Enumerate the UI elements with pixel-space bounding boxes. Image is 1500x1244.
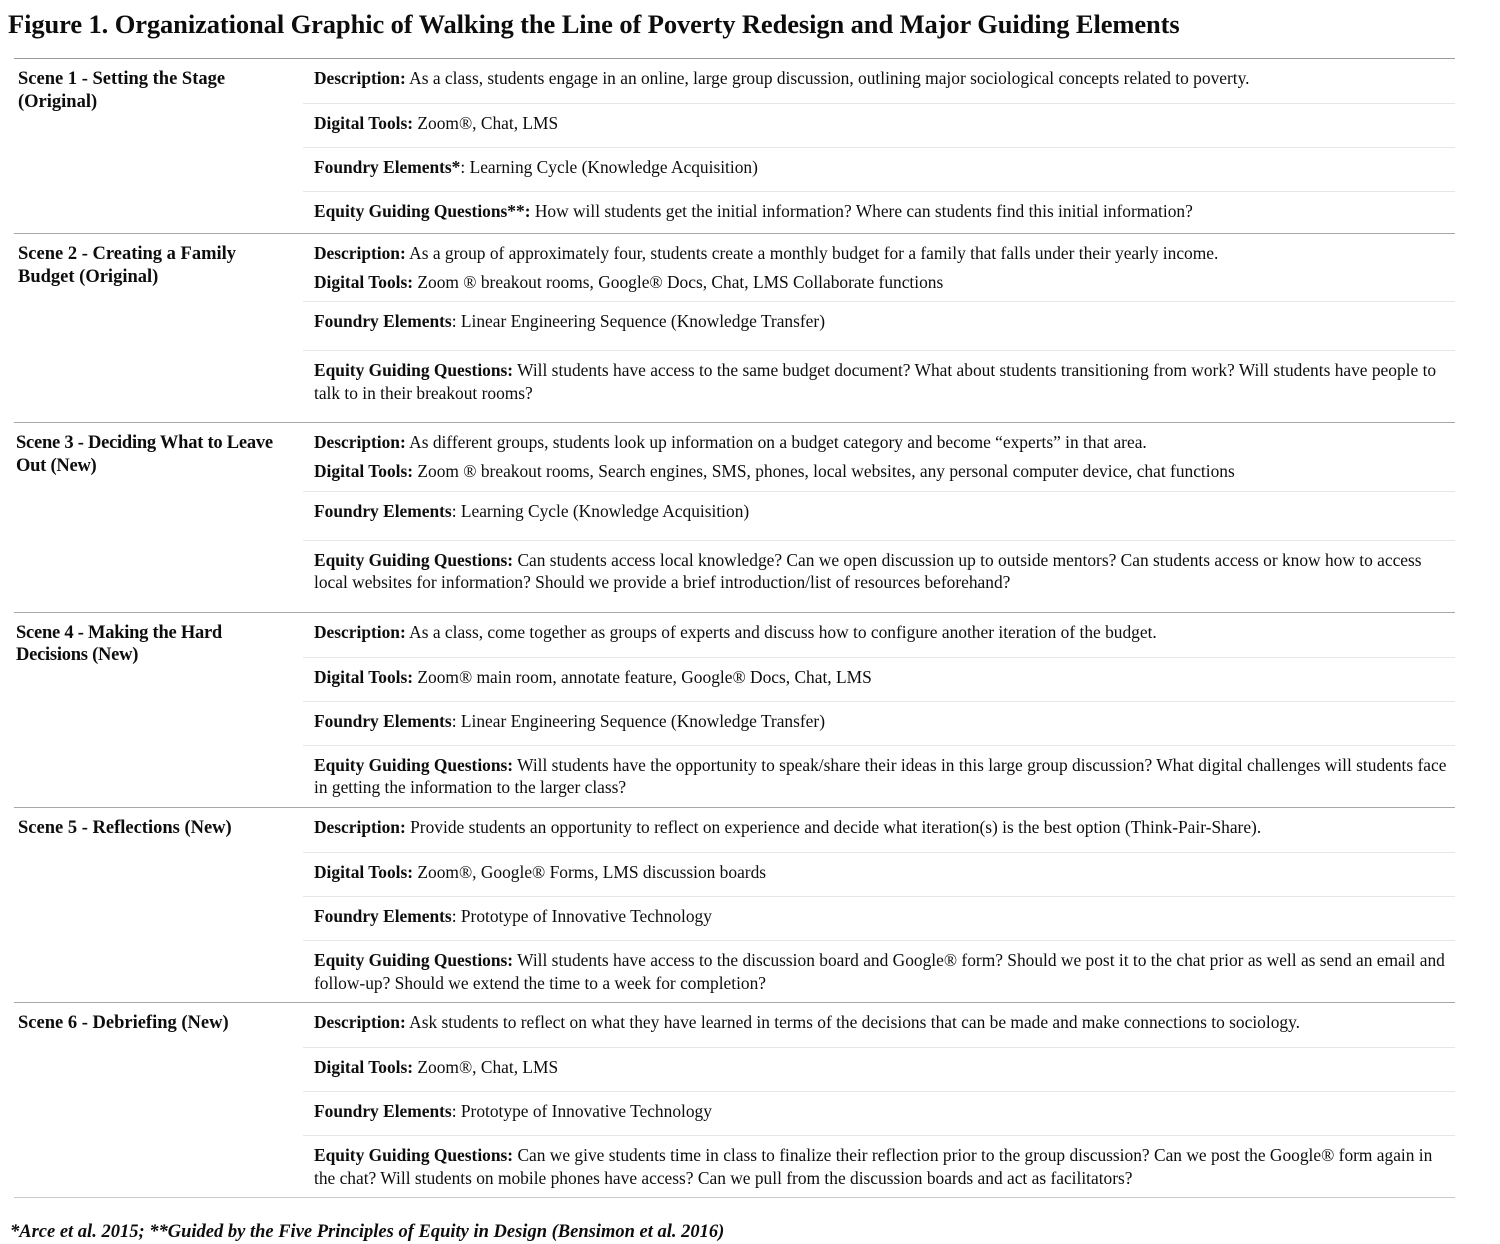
detail-line <box>314 112 1451 135</box>
detail-line-text: Can we give students time in class to finalize their reflection prior to the group discussion? Can we post the Google® form again in the chat? Will students on mobile phones have access? Can we pull from the discussion boards and act as facilitators? <box>314 1145 1433 1188</box>
scene-row <box>14 423 1455 612</box>
detail-line <box>314 67 1451 90</box>
scene-row <box>14 613 1455 808</box>
detail-line-text: Provide students an opportunity to reflect on experience and decide what iteration(s) is the best option (Think-Pair-Share). <box>405 816 1262 837</box>
scene-detail-cell <box>303 148 1455 192</box>
detail-line <box>314 549 1451 594</box>
scene-detail-cell <box>303 351 1455 422</box>
scene-detail-cell <box>303 808 1455 853</box>
detail-line-text: Will students have access to the same budget document? What about students transitioning from work? Will students have people to talk to in their breakout rooms? <box>314 360 1437 404</box>
detail-line <box>314 861 1451 884</box>
detail-line-text: : Linear Engineering Sequence (Knowledge Transfer) <box>451 311 825 332</box>
scene-detail-cell <box>303 853 1455 897</box>
detail-line-text: Zoom ® breakout rooms, Search engines, SMS, phones, local websites, any personal computer device, chat functions <box>413 461 1235 482</box>
detail-line-label: Digital Tools: <box>314 271 414 292</box>
detail-line-text: Zoom® main room, annotate feature, Google® Docs, Chat, LMS <box>413 666 872 687</box>
scene-detail-cell <box>303 234 1455 302</box>
detail-line-label: Description: <box>314 621 406 642</box>
detail-line-label: Foundry Elements <box>314 311 452 332</box>
detail-line-label: Description: <box>314 816 406 837</box>
detail-line-label: Equity Guiding Questions: <box>314 754 514 775</box>
detail-line <box>314 431 1451 454</box>
scene-detail-cell <box>303 1092 1455 1136</box>
scene-detail-cell <box>303 941 1455 1002</box>
detail-line-label: Equity Guiding Questions: <box>314 949 514 970</box>
scene-label: Scene 6 - Debriefing (New) <box>18 1013 229 1034</box>
detail-line-label: Equity Guiding Questions: <box>314 360 514 381</box>
detail-line-text: As a class, come together as groups of experts and discuss how to configure another iteration of the budget. <box>405 621 1157 642</box>
detail-line-label: Equity Guiding Questions: <box>314 549 514 570</box>
detail-line-label: Equity Guiding Questions: <box>314 1145 514 1166</box>
scene-detail-cell <box>303 613 1455 658</box>
detail-line <box>314 666 1451 689</box>
detail-line <box>314 905 1451 928</box>
detail-line <box>314 754 1451 799</box>
detail-line-label: Foundry Elements <box>314 905 452 926</box>
figure-footnote: *Arce et al. 2015; **Guided by the Five Principles of Equity in Design (Bensimon et al. 2016) <box>10 1222 725 1243</box>
detail-line-label: Digital Tools: <box>314 461 414 482</box>
detail-line-text: Will students have access to the discussion board and Google® form? Should we post it to the chat prior as well as send an email and follow-up? Should we extend the time to a week for completion? <box>314 949 1445 993</box>
detail-line <box>314 1011 1451 1034</box>
scene-detail-cell <box>303 192 1455 233</box>
scene-detail-cells <box>303 59 1455 233</box>
scene-detail-cell <box>303 541 1455 612</box>
detail-line-text: As a group of approximately four, students create a monthly budget for a family that falls under their yearly income. <box>405 243 1219 264</box>
scene-detail-cells <box>303 423 1455 611</box>
scene-detail-cell <box>303 1003 1455 1048</box>
detail-line-text: Ask students to reflect on what they have learned in terms of the decisions that can be made and make connections to sociology. <box>405 1012 1301 1033</box>
detail-line <box>314 621 1451 644</box>
detail-line-label: Digital Tools: <box>314 666 414 687</box>
detail-line-label: Description: <box>314 432 406 453</box>
scene-detail-cell <box>303 1048 1455 1092</box>
detail-line-label: Equity Guiding Questions**: <box>314 201 531 222</box>
detail-line-label: Foundry Elements* <box>314 157 461 178</box>
detail-line <box>314 460 1451 483</box>
scene-detail-cell <box>303 423 1455 491</box>
detail-line-text: : Learning Cycle (Knowledge Acquisition) <box>460 157 758 178</box>
detail-line <box>314 949 1451 994</box>
scene-row <box>14 1003 1455 1198</box>
scene-detail-cell <box>303 302 1455 351</box>
detail-line <box>314 1144 1451 1189</box>
detail-line-label: Foundry Elements <box>314 500 452 521</box>
scene-detail-cell <box>303 746 1455 807</box>
detail-line-text: Can students access local knowledge? Can we open discussion up to outside mentors? Can students access or know how to access local websites for information? Should we provide a brief introduction/list of resources beforehand? <box>314 549 1422 593</box>
detail-line-label: Description: <box>314 243 406 264</box>
scene-label: Scene 3 - Deciding What to Leave Out (New) <box>16 433 273 477</box>
detail-line-text: Zoom®, Chat, LMS <box>413 113 559 134</box>
detail-line-label: Digital Tools: <box>314 861 414 882</box>
detail-line <box>314 242 1451 265</box>
detail-line <box>314 200 1451 223</box>
scene-label: Scene 2 - Creating a Family Budget (Original) <box>18 244 237 287</box>
scene-detail-cells <box>303 613 1455 807</box>
scene-detail-cells <box>303 808 1455 1002</box>
detail-line-label: Foundry Elements <box>314 1101 452 1122</box>
figure-title: Figure 1. Organizational Graphic of Walking the Line of Poverty Redesign and Major Guiding Elements <box>8 9 1180 39</box>
detail-line-label: Description: <box>314 68 406 89</box>
scene-row <box>14 808 1455 1003</box>
detail-line-text: : Prototype of Innovative Technology <box>451 905 712 926</box>
detail-line-text: Zoom ® breakout rooms, Google® Docs, Chat, LMS Collaborate functions <box>413 271 944 292</box>
detail-line-text: : Prototype of Innovative Technology <box>451 1101 712 1122</box>
scene-detail-cell <box>303 59 1455 104</box>
detail-line-label: Foundry Elements <box>314 710 452 731</box>
scene-label: Scene 5 - Reflections (New) <box>18 817 232 838</box>
scene-detail-cell <box>303 658 1455 702</box>
detail-line-text: Will students have the opportunity to speak/share their ideas in this large group discussion? What digital challenges will students face in getting the information to the larger class? <box>314 754 1447 798</box>
detail-line-text: : Linear Engineering Sequence (Knowledge Transfer) <box>451 710 825 731</box>
scene-detail-cell <box>303 1136 1455 1197</box>
detail-line <box>314 359 1451 404</box>
detail-line-text: How will students get the initial information? Where can students find this initial information? <box>530 201 1193 222</box>
scene-detail-cells <box>303 1003 1455 1197</box>
detail-line-label: Description: <box>314 1012 406 1033</box>
detail-line-text: As different groups, students look up information on a budget category and become “experts” in that area. <box>405 432 1147 453</box>
scene-label: Scene 4 - Making the Hard Decisions (New) <box>16 622 222 666</box>
detail-line <box>314 271 1451 294</box>
detail-line-label: Digital Tools: <box>314 113 414 134</box>
scene-row <box>14 59 1455 234</box>
scene-detail-cell <box>303 702 1455 746</box>
scene-detail-cell <box>303 492 1455 541</box>
scene-label: Scene 1 - Setting the Stage (Original) <box>18 69 226 112</box>
scene-detail-cell <box>303 104 1455 148</box>
detail-line <box>314 1100 1451 1123</box>
detail-line-text: Zoom®, Chat, LMS <box>413 1057 559 1078</box>
detail-line <box>314 816 1451 839</box>
detail-line <box>314 500 1451 523</box>
detail-line <box>314 1056 1451 1079</box>
detail-line <box>314 156 1451 179</box>
scene-detail-cell <box>303 897 1455 941</box>
detail-line-label: Digital Tools: <box>314 1057 414 1078</box>
scene-row <box>14 234 1455 423</box>
detail-line <box>314 710 1451 733</box>
organizational-graphic-table <box>14 58 1455 1198</box>
detail-line-text: Zoom®, Google® Forms, LMS discussion boards <box>413 861 767 882</box>
scene-detail-cells <box>303 234 1455 422</box>
detail-line-text: : Learning Cycle (Knowledge Acquisition) <box>451 500 750 521</box>
detail-line-text: As a class, students engage in an online, large group discussion, outlining major sociological concepts related to poverty. <box>405 68 1250 89</box>
detail-line <box>314 310 1451 333</box>
